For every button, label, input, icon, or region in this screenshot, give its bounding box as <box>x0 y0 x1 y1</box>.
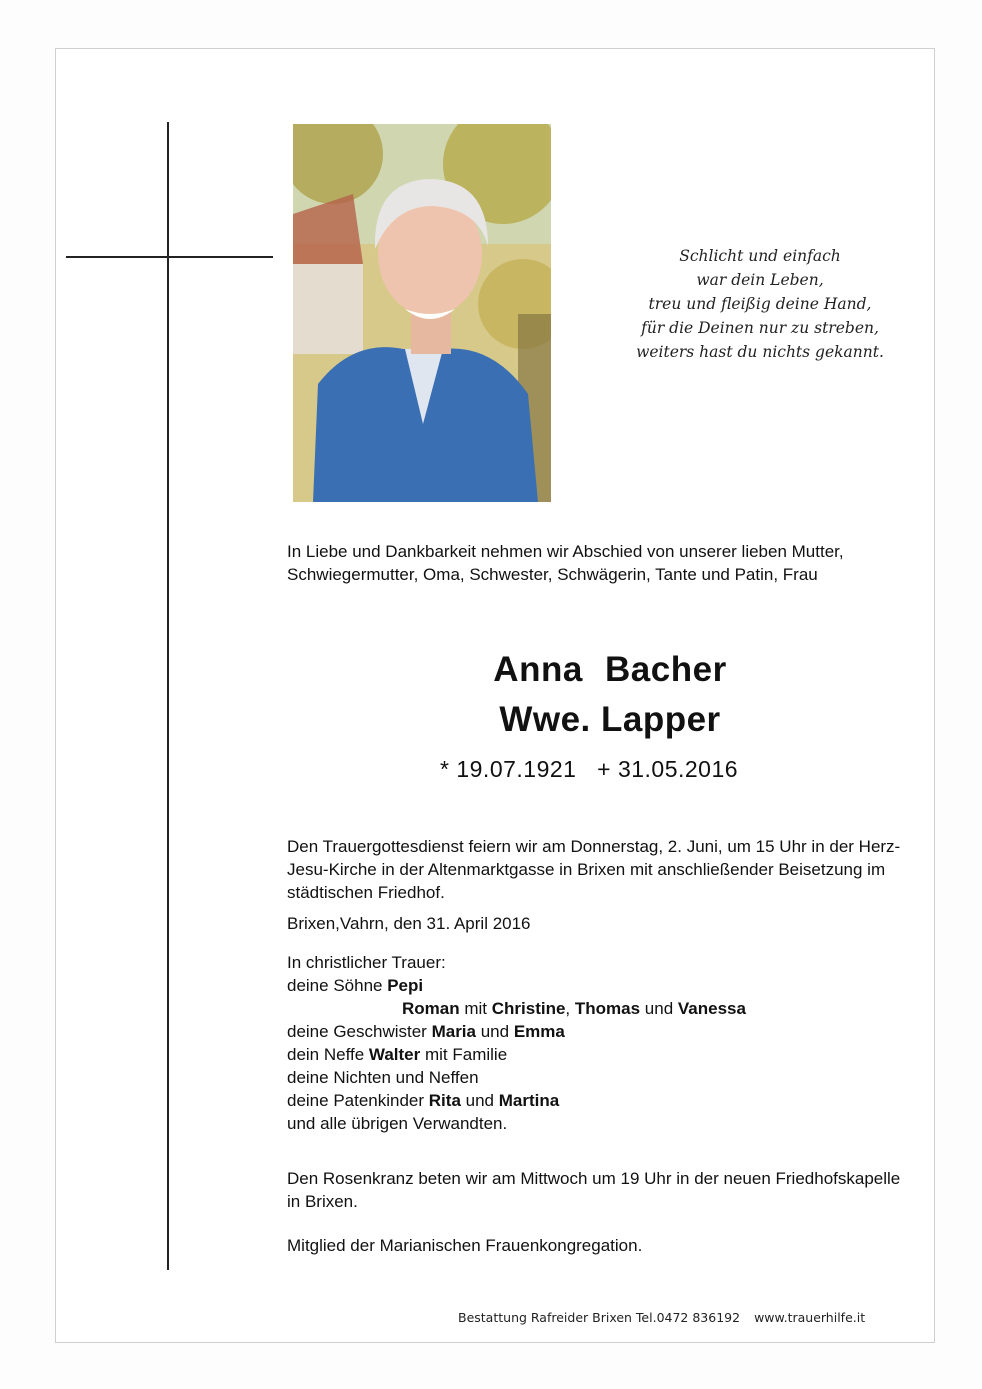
label: mit Familie <box>420 1045 508 1064</box>
mourner-name: Emma <box>513 1022 565 1041</box>
mourner-name: Christine <box>491 999 566 1018</box>
mourner-sons-cont <box>287 997 907 1020</box>
cross-horizontal-bar <box>66 256 273 258</box>
poem-line: weiters hast du nichts gekannt. <box>636 343 884 361</box>
membership-note: Mitglied der Marianischen Frauenkongregation. <box>287 1236 643 1255</box>
poem-line: treu und fleißig deine Hand, <box>648 295 872 313</box>
poem-line: war dein Leben, <box>696 271 824 289</box>
label: deine Patenkinder <box>287 1091 429 1110</box>
funeral-home-contact: Bestattung Rafreider Brixen Tel.0472 836192 <box>458 1310 741 1325</box>
funeral-service-notice: Den Trauergottesdienst feiern wir am Donnerstag, 2. Juni, um 15 Uhr in der Herz-Jesu-Kirche in der Altenmarktgasse in Brixen mit anschließender Beisetzung im städtischen Friedhof. <box>287 837 901 902</box>
connector: mit <box>459 999 492 1018</box>
mourner-name: Martina <box>498 1091 560 1110</box>
mourner-nephew <box>287 1043 907 1066</box>
mourner-name: Pepi <box>387 976 424 995</box>
connector: und <box>476 1022 514 1041</box>
footer <box>458 1310 865 1325</box>
mourner-name: Thomas <box>574 999 641 1018</box>
place-and-date: Brixen,Vahrn, den 31. April 2016 <box>287 914 531 933</box>
connector: und <box>640 999 678 1018</box>
mourners-heading: In christlicher Trauer: <box>287 953 446 972</box>
label: deine Söhne <box>287 976 388 995</box>
connector: und <box>460 1091 499 1110</box>
poem-line: für die Deinen nur zu streben, <box>641 319 879 337</box>
mourner-sons <box>287 974 907 997</box>
label: deine Geschwister <box>287 1022 432 1041</box>
cross-vertical-bar <box>167 122 169 1270</box>
mourner-others: und alle übrigen Verwandten. <box>287 1114 508 1133</box>
mourner-name: Walter <box>368 1045 421 1064</box>
portrait-illustration <box>293 124 551 502</box>
life-dates: * 19.07.1921 + 31.05.2016 <box>440 756 739 782</box>
mourner-name: Maria <box>431 1022 476 1041</box>
mourner-name: Rita <box>428 1091 461 1110</box>
connector: , <box>565 999 575 1018</box>
rosary-notice: Den Rosenkranz beten wir am Mittwoch um 19 Uhr in der neuen Friedhofskapelle in Brixen. <box>287 1169 901 1211</box>
mourner-nieces: deine Nichten und Neffen <box>287 1068 479 1087</box>
poem-line: Schlicht und einfach <box>679 247 841 265</box>
mourner-name: Roman <box>402 999 460 1018</box>
memorial-poem <box>610 244 910 364</box>
mourner-godchildren <box>287 1089 907 1112</box>
mourner-siblings <box>287 1020 907 1043</box>
deceased-name: Anna Bacher <box>493 650 727 689</box>
mourners-list <box>287 951 907 1135</box>
deceased-married-name: Wwe. Lapper <box>499 700 721 739</box>
website-link[interactable]: www.trauerhilfe.it <box>754 1310 866 1325</box>
mourner-name: Vanessa <box>677 999 746 1018</box>
portrait-photo <box>293 124 551 502</box>
farewell-intro: In Liebe und Dankbarkeit nehmen wir Abschied von unserer lieben Mutter, Schwiegermutter, Oma, Schwester, Schwägerin, Tante und Patin, Frau <box>287 542 844 584</box>
label: dein Neffe <box>287 1045 369 1064</box>
